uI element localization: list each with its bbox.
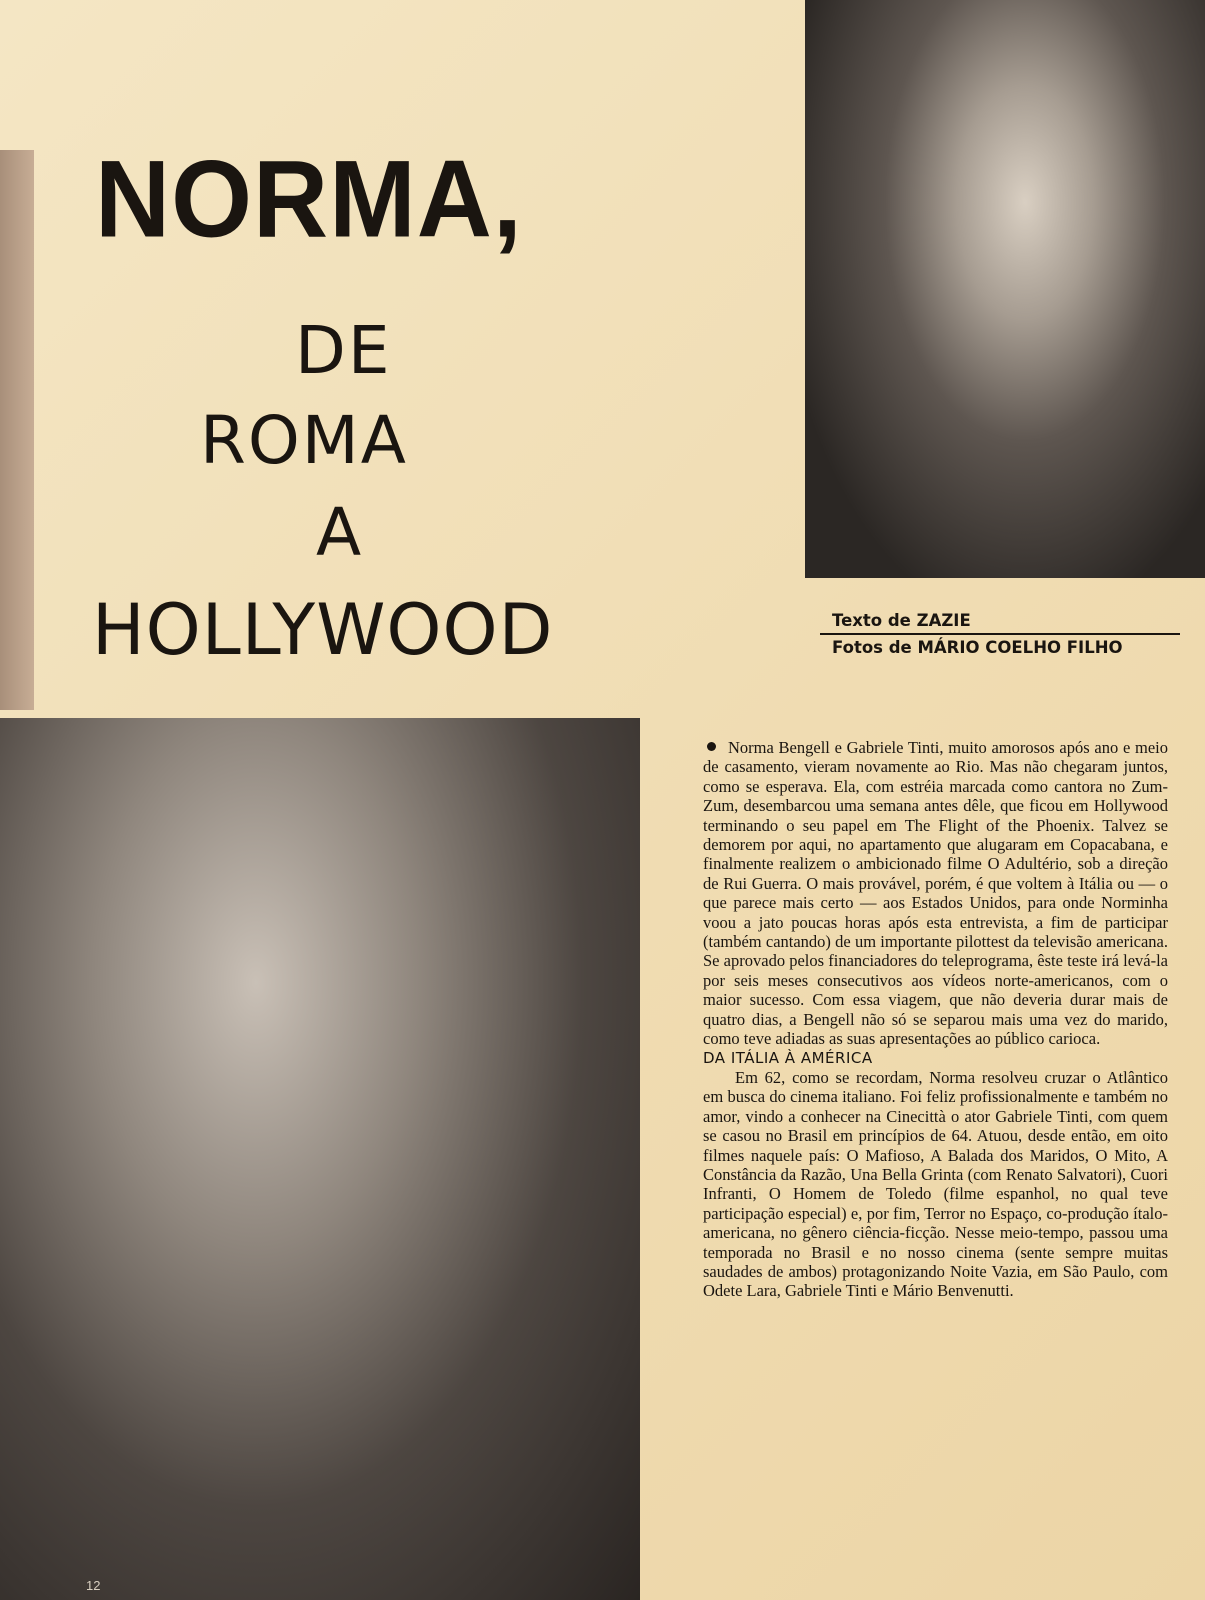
text-credit: Texto de ZAZIE	[820, 608, 1180, 635]
left-edge-shadow	[0, 150, 34, 710]
seated-woman-photo	[0, 718, 640, 1600]
headline-line-a: A	[316, 494, 364, 571]
section-heading: DA ITÁLIA À AMÉRICA	[703, 1048, 873, 1067]
portrait-photo-top	[805, 0, 1205, 578]
credits-block	[820, 608, 1180, 660]
headline-line-de: DE	[295, 312, 392, 389]
headline-line-hollywood: HOLLYWOOD	[92, 589, 554, 671]
headline-line-roma: ROMA	[200, 402, 408, 479]
article-body	[703, 738, 1168, 1301]
photo-credit: Fotos de MÁRIO COELHO FILHO	[832, 638, 1123, 657]
bullet-icon	[707, 742, 716, 751]
headline-title: NORMA,	[95, 139, 523, 261]
article-paragraph-1: Norma Bengell e Gabriele Tinti, muito amorosos após ano e meio de casamento, vieram novamente ao Rio. Mas não chegaram juntos, como se esperava. Ela, com estréia marcada como cantora no Zum-Zum, desembarcou uma semana antes dêle, que ficou em Hollywood terminando o seu papel em The Flight of the Phoenix. Talvez se demorem por aqui, no apartamento que alugaram em Copacabana, e finalmente realizem o ambicionado filme O Adultério, sob a direção de Rui Guerra. O mais provável, porém, é que voltem à Itália ou — o que parece mais certo — aos Estados Unidos, para onde Norminha voou a jato poucas horas após esta entrevista, a fim de participar (também cantando) de um importante pilottest da televisão americana. Se aprovado pelos financiadores do teleprograma, êste teste irá levá-la por seis meses consecutivos aos vídeos norte-americanos, com o maior sucesso. Com essa viagem, que não deveria durar mais de quatro dias, a Bengell não só se separou mais uma vez do marido, como teve adiadas as suas apresentações ao público carioca.	[703, 738, 1168, 1049]
page-number: 12	[86, 1578, 101, 1593]
article-paragraph-2: Em 62, como se recordam, Norma resolveu cruzar o Atlântico em busca do cinema italiano. Foi feliz profissionalmente e também no amor, vindo a conhecer na Cinecittà o ator Gabriele Tinti, com quem se casou no Brasil em princípios de 64. Atuou, desde então, em oito filmes naquele país: O Mafioso, A Balada dos Maridos, O Mito, A Constância da Razão, Una Bella Grinta (com Renato Salvatori), Cuori Infranti, O Homem de Toledo (filme espanhol, no qual teve participação especial) e, por fim, Terror no Espaço, co-produção ítalo-americana, no gênero ciência-ficção. Nesse meio-tempo, passou uma temporada no Brasil e no nosso cinema (sente sempre muitas saudades de ambos) protagonizando Noite Vazia, em São Paulo, com Odete Lara, Gabriele Tinti e Mário Benvenutti.	[703, 1067, 1168, 1301]
